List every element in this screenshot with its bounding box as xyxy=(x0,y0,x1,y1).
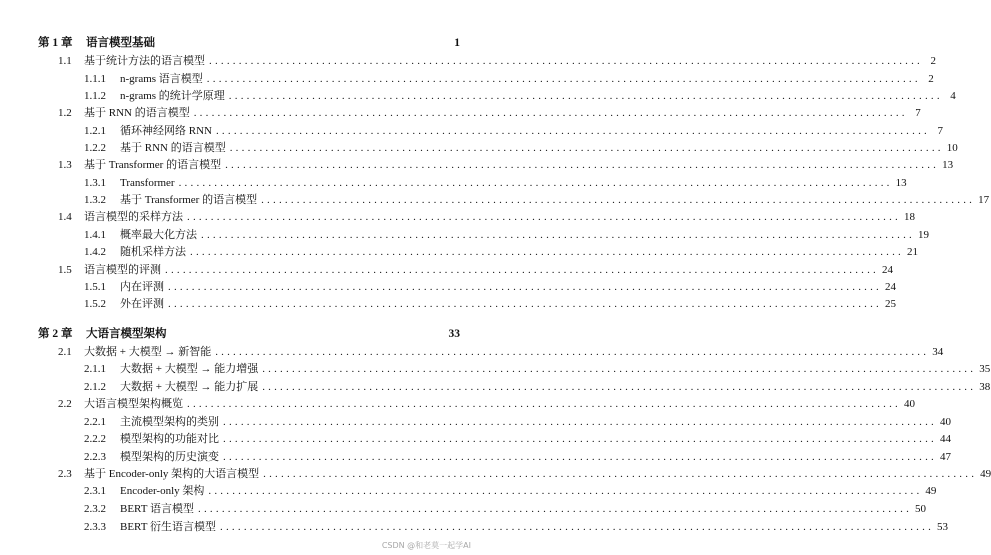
dot-leader: ........................................................................................................................ xyxy=(223,416,937,428)
dot-leader: ........................................................................................................................ xyxy=(206,73,921,85)
toc-entry-number: 2.2.3 xyxy=(84,451,106,463)
dot-leader: ........................................................................................................................ xyxy=(225,159,940,171)
toc-entry-number: 1.1.2 xyxy=(84,90,106,102)
toc-entry-subsection[interactable] xyxy=(84,379,991,395)
toc-entry-title: 语言模型基础 xyxy=(86,37,155,49)
toc-entry-page: 53 xyxy=(937,521,949,533)
toc-entry-section[interactable] xyxy=(58,466,991,482)
watermark: CSDN @和老莫一起学AI xyxy=(381,541,471,550)
toc-entry-chapter[interactable] xyxy=(38,35,460,51)
dot-leader: ........................................................................................................................ xyxy=(187,398,901,410)
toc-entry-page: 19 xyxy=(918,229,929,241)
toc-entry-page: 7 xyxy=(937,125,943,137)
toc-entry-number: 1.1.1 xyxy=(84,73,106,85)
dot-leader: ........................................................................................................................ xyxy=(229,142,944,154)
dot-leader: ........................................................................................................................ xyxy=(190,246,904,258)
toc-entry-title: Transformer xyxy=(120,177,175,189)
toc-entry-subsection[interactable] xyxy=(84,227,929,243)
toc-entry-title: BERT 语言模型 xyxy=(120,503,195,515)
dot-leader: ........................................................................................................................ xyxy=(261,194,976,206)
toc-entry-number: 2.3.3 xyxy=(84,521,106,533)
dot-leader: ........................................................................................................................ xyxy=(193,107,908,119)
toc-entry-subsection[interactable] xyxy=(84,296,896,312)
dot-leader: ........................................................................................................................ xyxy=(223,451,937,463)
toc-entry-number: 第 1 章 xyxy=(38,37,73,49)
toc-entry-number: 1.5.1 xyxy=(84,281,106,293)
toc-entry-subsection[interactable] xyxy=(84,244,918,260)
toc-entry-number: 1.1 xyxy=(58,55,72,67)
toc-entry-number: 2.3.2 xyxy=(84,503,106,515)
dot-leader: ........................................................................................................................ xyxy=(262,381,977,393)
toc-entry-subsection[interactable] xyxy=(84,192,990,208)
toc-entry-number: 2.1.2 xyxy=(84,381,106,393)
toc-entry-number: 1.4 xyxy=(58,211,72,223)
toc-entry-section[interactable] xyxy=(58,53,936,69)
toc-entry-page: 2 xyxy=(928,73,934,85)
dot-leader: ........................................................................................................................ xyxy=(168,298,882,310)
toc-entry-page: 40 xyxy=(940,416,951,428)
dot-leader: ........................................................................................................................ xyxy=(220,521,935,533)
toc-entry-number: 2.1.1 xyxy=(84,363,106,375)
toc-entry-number: 2.2.1 xyxy=(84,416,106,428)
toc-entry-title: 大数据 + 大模型 → 能力增强 xyxy=(120,363,259,375)
toc-entry-subsection[interactable] xyxy=(84,279,896,295)
toc-entry-title: 内在评测 xyxy=(120,281,164,293)
toc-entry-title: 循环神经网络 RNN xyxy=(120,125,212,137)
toc-entry-title: 大语言模型架构概览 xyxy=(84,398,183,410)
toc-entry-subsection[interactable] xyxy=(84,501,927,517)
toc-entry-title: 概率最大化方法 xyxy=(120,229,197,241)
toc-entry-title: 外在评测 xyxy=(120,298,164,310)
toc-entry-title: 大数据 + 大模型 → 新智能 xyxy=(84,346,212,358)
toc-entry-number: 1.5.2 xyxy=(84,298,106,310)
toc-entry-number: 1.2 xyxy=(58,107,72,119)
toc-entry-section[interactable] xyxy=(58,262,893,278)
toc-entry-subsection[interactable] xyxy=(84,483,937,499)
dot-leader: ........................................................................................................................ xyxy=(263,468,978,480)
toc-entry-chapter[interactable] xyxy=(38,326,460,342)
toc-entry-page: 10 xyxy=(946,142,958,154)
toc-entry-subsection[interactable] xyxy=(84,449,951,465)
toc-entry-number: 1.2.1 xyxy=(84,125,106,137)
toc-entry-page: 25 xyxy=(885,298,896,310)
dot-leader: ........................................................................................................................ xyxy=(208,485,923,497)
toc-entry-title: 基于 RNN 的语言模型 xyxy=(120,142,226,154)
toc-entry-title: BERT 衍生语言模型 xyxy=(120,521,217,533)
toc-entry-title: 基于统计方法的语言模型 xyxy=(84,55,205,67)
toc-entry-section[interactable] xyxy=(58,157,954,173)
dot-leader: ........................................................................................................................ xyxy=(187,211,901,223)
toc-entry-page: 7 xyxy=(915,107,921,119)
toc-entry-subsection[interactable] xyxy=(84,140,958,156)
toc-entry-title: 主流模型架构的类别 xyxy=(120,416,219,428)
toc-entry-page: 47 xyxy=(940,451,951,463)
toc-entry-page: 34 xyxy=(932,346,944,358)
toc-entry-page: 24 xyxy=(882,264,893,276)
toc-entry-subsection[interactable] xyxy=(84,123,943,139)
toc-entry-subsection[interactable] xyxy=(84,88,956,104)
toc-entry-number: 1.3 xyxy=(58,159,72,171)
toc-entry-section[interactable] xyxy=(58,396,915,412)
dot-leader: ........................................................................................................................ xyxy=(168,281,882,293)
toc-entry-page: 18 xyxy=(904,211,915,223)
toc-entry-subsection[interactable] xyxy=(84,361,991,377)
toc-entry-title: 基于 Transformer 的语言模型 xyxy=(120,194,258,206)
toc-entry-number: 2.2 xyxy=(58,398,72,410)
toc-entry-number: 2.3.1 xyxy=(84,485,106,497)
toc-entry-section[interactable] xyxy=(58,105,921,121)
toc-entry-number: 1.3.2 xyxy=(84,194,106,206)
toc-entry-title: 基于 RNN 的语言模型 xyxy=(84,107,190,119)
toc-entry-page: 13 xyxy=(895,177,907,189)
toc-entry-page: 1 xyxy=(454,37,460,49)
toc-entry-title: 语言模型的采样方法 xyxy=(84,211,183,223)
dot-leader: ........................................................................................................................ xyxy=(198,503,913,515)
toc-entry-page: 50 xyxy=(915,503,927,515)
toc-entry-title: 语言模型的评测 xyxy=(84,264,161,276)
toc-entry-section[interactable] xyxy=(58,209,915,225)
dot-leader: ........................................................................................................................ xyxy=(165,264,879,276)
toc-entry-page: 33 xyxy=(448,328,460,340)
toc-entry-title: 大语言模型架构 xyxy=(86,328,167,340)
toc-entry-page: 21 xyxy=(907,246,918,258)
toc-entry-number: 1.4.1 xyxy=(84,229,106,241)
toc-entry-number: 2.2.2 xyxy=(84,433,106,445)
toc-entry-page: 13 xyxy=(942,159,954,171)
toc-entry-title: 大数据 + 大模型 → 能力扩展 xyxy=(120,381,259,393)
toc-entry-title: 基于 Encoder-only 架构的大语言模型 xyxy=(84,468,260,480)
toc-entry-page: 40 xyxy=(904,398,915,410)
toc-entry-section[interactable] xyxy=(58,344,944,360)
toc-entry-number: 第 2 章 xyxy=(38,328,73,340)
toc-entry-number: 2.3 xyxy=(58,468,72,480)
toc-entry-subsection[interactable] xyxy=(84,519,949,535)
toc-entry-page: 44 xyxy=(940,433,951,445)
toc-entry-title: 基于 Transformer 的语言模型 xyxy=(84,159,222,171)
dot-leader: ........................................................................................................................ xyxy=(262,363,977,375)
toc-entry-title: 模型架构的历史演变 xyxy=(120,451,219,463)
toc-entry-page: 17 xyxy=(978,194,990,206)
dot-leader: ........................................................................................................................ xyxy=(215,346,930,358)
dot-leader: ........................................................................................................................ xyxy=(209,55,923,67)
toc-entry-subsection[interactable] xyxy=(84,71,934,87)
toc-entry-page: 4 xyxy=(950,90,956,102)
toc-entry-page: 35 xyxy=(979,363,991,375)
toc-entry-title: 随机采样方法 xyxy=(120,246,186,258)
toc-entry-subsection[interactable] xyxy=(84,175,907,191)
toc-entry-title: 模型架构的功能对比 xyxy=(120,433,219,445)
toc-entry-number: 1.5 xyxy=(58,264,72,276)
toc-entry-subsection[interactable] xyxy=(84,414,951,430)
toc-entry-page: 24 xyxy=(885,281,896,293)
toc-entry-title: n-grams 的统计学原理 xyxy=(120,90,225,102)
toc-entry-page: 2 xyxy=(930,55,936,67)
dot-leader: ........................................................................................................................ xyxy=(215,125,930,137)
toc-entry-number: 1.4.2 xyxy=(84,246,106,258)
toc-entry-page: 49 xyxy=(925,485,937,497)
dot-leader: ........................................................................................................................ xyxy=(228,90,943,102)
dot-leader: ........................................................................................................................ xyxy=(178,177,893,189)
dot-leader: ........................................................................................................................ xyxy=(223,433,937,445)
toc-entry-title: n-grams 语言模型 xyxy=(120,73,203,85)
dot-leader: ........................................................................................................................ xyxy=(201,229,915,241)
toc-entry-number: 1.3.1 xyxy=(84,177,106,189)
toc-entry-page: 49 xyxy=(980,468,991,480)
toc-entry-number: 2.1 xyxy=(58,346,72,358)
toc-entry-title: Encoder-only 架构 xyxy=(120,485,205,497)
toc-entry-subsection[interactable] xyxy=(84,431,951,447)
toc-entry-page: 38 xyxy=(979,381,991,393)
toc-entry-number: 1.2.2 xyxy=(84,142,106,154)
